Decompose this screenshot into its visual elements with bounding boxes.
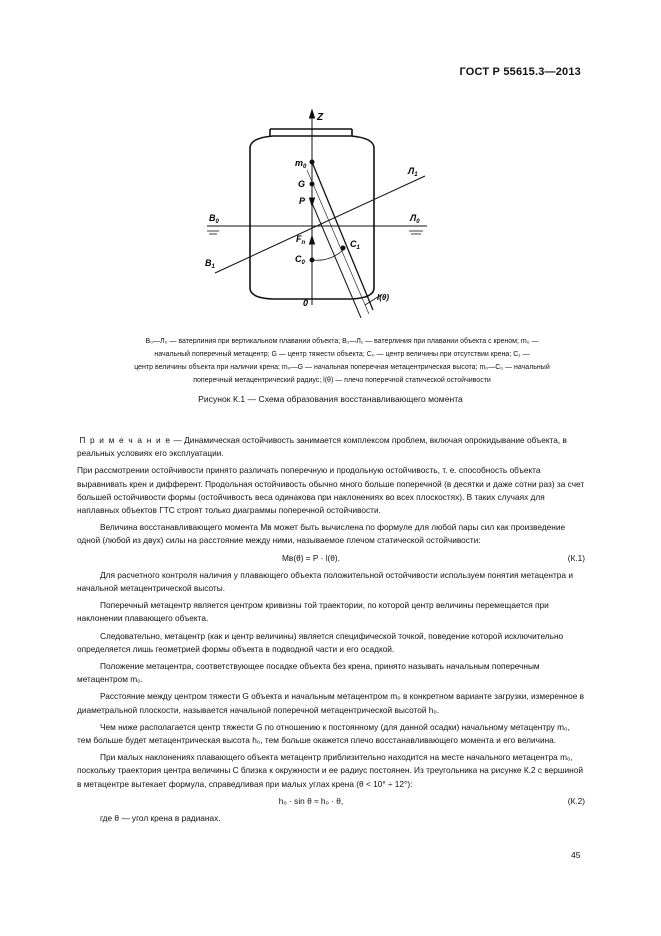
paragraph: Чем ниже располагается центр тяжести G по отношению к постоянному (для данной осадки) начальному метацентру m₀, тем больше будет метацентрическая высота h₀, тем больше окажется плечо восстанавливающего момента и его величина. xyxy=(77,721,570,746)
inclined-axis xyxy=(312,162,373,310)
label-b0: $B_0$ xyxy=(209,213,219,225)
label-g: G xyxy=(298,179,306,189)
label-c0: $C_0$ xyxy=(295,254,305,266)
force-fn-arrow xyxy=(310,236,315,258)
paragraph: Поперечный метацентр является центром кривизны той траектории, по которой центр величины перемещается при наклонении плавающего объекта. xyxy=(77,600,549,624)
label-l-theta: l(θ) xyxy=(377,293,390,302)
paragraph: Положение метацентра, соответствующее посадке объекта без крена, принято называть начальным поперечным метацентром m₀. xyxy=(77,661,540,685)
label-l0: $Л_0$ xyxy=(410,213,420,225)
label-l1: $Л_1$ xyxy=(408,166,418,178)
label-m0: $m_0$ xyxy=(295,158,307,170)
page-number: 45 xyxy=(571,850,581,860)
paragraph: Следовательно, метацентр (как и центр величины) является специфической точкой, поведение которой исключительно определяется лишь геометрией формы объекта в подводной части и его осадкой. xyxy=(77,630,564,654)
equation-k2 xyxy=(77,795,585,808)
label-z: Z xyxy=(317,112,324,123)
legend-line: поперечный метацентрический радиус; l(θ) — плечо поперечной статической остойчивости xyxy=(193,377,491,384)
paragraph: Величина восстанавливающего момента Mв может быть вычислена по формуле для любой пары сил как произведение одной (любой из двух) силы на расстояние между ними, называемое плечом статической остойчивости: xyxy=(77,522,566,546)
buoyancy-line xyxy=(307,170,369,314)
label-p: P xyxy=(299,196,306,206)
document-header: ГОСТ Р 55615.3—2013 xyxy=(459,66,581,78)
point-m0 xyxy=(310,160,315,165)
legend-line: центр величины объекта при наличии крена; m₀—G — начальная поперечная метацентрическая высота; m₀—C₀ — начальный xyxy=(134,364,550,371)
label-zero: 0 xyxy=(303,298,309,308)
point-g xyxy=(310,182,315,187)
equation-number: (К.2) xyxy=(567,795,585,806)
body-text xyxy=(77,434,585,829)
paragraph: Для расчетного контроля наличия у плавающего объекта положительной остойчивости используем понятия метацентра и начальной метацентрической высоты. xyxy=(77,569,573,594)
label-c1: $C_1$ xyxy=(350,239,360,251)
buoyancy-trajectory-arc xyxy=(312,250,343,260)
paragraph: При малых наклонениях плавающего объекта метацентр приблизительно находится на месте начального метацентра m₀, поскольку траектория центра величины C близка к окружности и ее радиус постоянен. Из треугольника на рисунке К.2 с вершиной в метацентре вытекает формула, справедливая при малых углах крена (θ < 10° ÷ 12°): xyxy=(77,752,584,789)
equation-k1 xyxy=(77,552,585,565)
note-paragraph xyxy=(77,434,585,460)
equation-formula: Mв(θ) = P · l(θ). xyxy=(282,552,340,563)
equation-formula: h₀ · sin θ ≈ h₀ · θ, xyxy=(278,795,344,806)
label-fn: $F_n$ xyxy=(296,234,306,246)
legend-line: B₀—Л₀ — ватерлиния при вертикальном плавании объекта; B₁—Л₁ — ватерлиния при плавании объекта с креном; m₀ — xyxy=(145,338,539,345)
force-p-arrow xyxy=(310,186,315,206)
paragraph: где θ — угол крена в радианах. xyxy=(100,813,221,824)
note-text: — Динамическая остойчивость занимается комплексом проблем, включая опрокидывание объекта, в реальных условиях его эксплуатации. xyxy=(77,435,567,459)
paragraph: Расстояние между центром тяжести G объекта и начальным метацентром m₀ в конкретном варианте загрузки, измеренное в диаметральной плоскости, называется начальной поперечной метацентрической высотой h₀. xyxy=(77,691,585,715)
water-surface-marks xyxy=(207,231,423,234)
figure-caption: Рисунок К.1 — Схема образования восстанавливающего момента xyxy=(198,394,463,404)
figure-legend xyxy=(100,335,584,387)
legend-line: начальный поперечный метацентр; G — центр тяжести объекта; C₀ — центр величины при отсутствии крена; C₁ — xyxy=(154,351,530,358)
paragraph: При рассмотрении остойчивости принято различать поперечную и продольную остойчивость, т. е. способность объекта выравнивать крен и дифферент. Продольная остойчивость обычно много больше поперечной (в десятки и даже сотни раз) за счет большей остойчивости формы (остойчивость веса одинакова при наклонениях во всех плоскостях). В таких случаях для наплавных объектов ГТС строят только диаграммы поперечной остойчивости. xyxy=(77,465,585,516)
label-b1: $B_1$ xyxy=(205,258,215,270)
note-label: П р и м е ч а н и е xyxy=(79,435,172,445)
metacenter-diagram xyxy=(195,100,455,325)
point-c1 xyxy=(341,246,346,251)
waterline-b1-l1 xyxy=(215,176,425,273)
equation-number: (К.1) xyxy=(567,552,585,563)
